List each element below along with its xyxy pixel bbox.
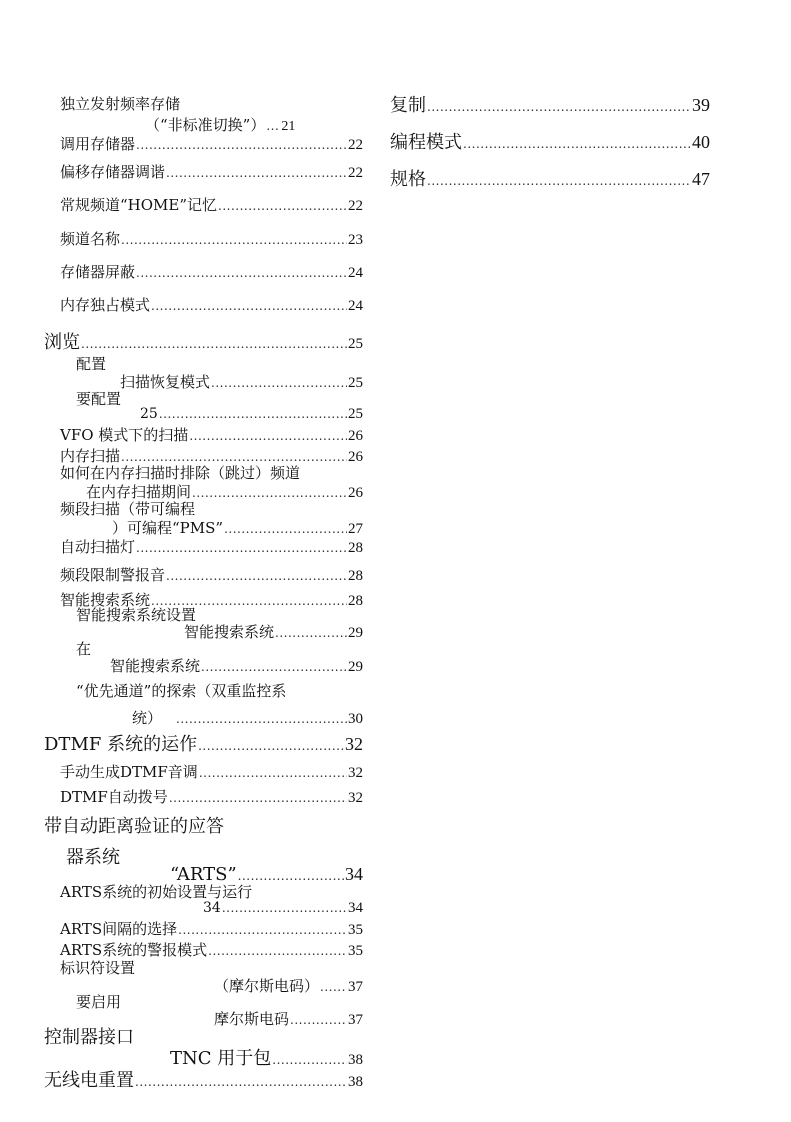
toc-page: 34 [345, 864, 363, 884]
toc-label: 无线电重置 [44, 1070, 134, 1091]
toc-page: 40 [692, 132, 710, 152]
leader-dots [166, 167, 347, 179]
toc-line: 如何在内存扫描时排除（跳过）频道 [60, 464, 301, 482]
toc-label: ARTS系统的警报模式 [60, 941, 208, 959]
leader-dots [189, 430, 347, 442]
toc-page: 37 [348, 979, 363, 995]
toc-label: ）可编程“PMS” [112, 519, 224, 537]
leader-dots [275, 627, 347, 639]
toc-entry-split-frequency-memory: 独立发射频率存储 [60, 95, 181, 113]
toc-label: 统） [132, 709, 163, 727]
toc-entry-arts-setup[interactable] [203, 900, 363, 917]
toc-line: 在 [76, 640, 92, 658]
leader-dots [218, 200, 347, 212]
leader-dots [136, 267, 347, 279]
toc-entry-scan-resume-mode[interactable] [120, 371, 363, 392]
toc-label: （摩尔斯电码） [214, 977, 320, 995]
toc-section-dtmf[interactable] [44, 730, 363, 756]
toc-label: 自动扫描灯 [60, 538, 136, 556]
leader-dots [199, 767, 347, 779]
toc-section-scanning[interactable] [44, 328, 363, 354]
toc-label: DTMF自动拨号 [60, 788, 168, 806]
toc-label: 浏览 [44, 332, 80, 353]
toc-page: 32 [345, 734, 363, 754]
toc-line: 智能搜索系统设置 [76, 606, 197, 624]
leader-dots [176, 713, 347, 725]
leader-dots [463, 138, 691, 150]
toc-line: 器系统 [66, 847, 120, 868]
toc-entry-manual-dtmf[interactable] [60, 761, 363, 782]
leader-dots [224, 523, 347, 535]
leader-dots [169, 792, 347, 804]
leader-dots [151, 300, 347, 312]
toc-label: 调用存储器 [60, 135, 136, 153]
leader-dots [81, 338, 347, 350]
toc-label: 智能搜索系统 [184, 623, 275, 641]
toc-label: 手动生成DTMF音调 [60, 763, 198, 781]
toc-section-specifications[interactable] [390, 165, 710, 191]
leader-dots [272, 1054, 347, 1066]
toc-label: 内存独占模式 [60, 296, 151, 314]
toc-line: 频段扫描（带可编程 [60, 500, 196, 518]
toc-label: 智能搜索系统 [60, 591, 151, 609]
toc-label: TNC 用于包 [170, 1048, 272, 1069]
toc-page: 26 [348, 428, 363, 444]
toc-page: 22 [348, 137, 363, 153]
toc-page: 38 [348, 1074, 363, 1090]
toc-label: 偏移存储器调谐 [60, 163, 166, 181]
toc-label: 存储器屏蔽 [60, 263, 136, 281]
toc-label: ARTS间隔的选择 [60, 920, 178, 938]
toc-entry-priority-channel[interactable] [132, 707, 363, 728]
toc-line: 要启用 [76, 993, 122, 1011]
toc-entry-smart-search-in[interactable] [110, 655, 363, 676]
leader-dots [320, 981, 347, 993]
toc-entry-odd-split[interactable] [145, 114, 305, 135]
toc-label: DTMF 系统的运作 [44, 734, 198, 755]
leader-dots [201, 661, 347, 673]
toc-entry-vfo-scan[interactable] [60, 424, 363, 445]
leader-dots [266, 120, 280, 132]
toc-label: 复制 [390, 95, 426, 116]
toc-page: 23 [348, 232, 363, 248]
toc-entry-channel-name[interactable] [60, 228, 363, 249]
toc-page: 25 [348, 406, 363, 422]
leader-dots [198, 740, 344, 752]
toc-label: 常规频道“HOME”记忆 [60, 196, 218, 214]
toc-label: 内存扫描 [60, 447, 121, 465]
toc-page: 29 [348, 625, 363, 641]
toc-label: 智能搜索系统 [110, 657, 201, 675]
toc-label: 频道名称 [60, 230, 121, 248]
leader-dots [121, 234, 347, 246]
toc-entry-dtmf-autodialer[interactable] [60, 786, 363, 807]
toc-entry-pms[interactable] [112, 517, 363, 538]
toc-page: 32 [348, 790, 363, 806]
toc-page: 38 [348, 1052, 363, 1068]
toc-page: 26 [348, 485, 363, 501]
toc-label: “ARTS” [170, 864, 237, 885]
toc-entry-cw-enable[interactable] [214, 1008, 363, 1029]
toc-entry-scan-lamp[interactable] [60, 536, 363, 557]
toc-page: 26 [348, 449, 363, 465]
toc-line: “优先通道”的探索（双重监控系 [76, 682, 287, 700]
toc-page: 28 [348, 540, 363, 556]
toc-label: 扫描恢复模式 [120, 373, 211, 391]
leader-dots [238, 870, 344, 882]
leader-dots [159, 408, 347, 420]
toc-entry-memory-masking[interactable] [60, 261, 363, 282]
toc-page: 24 [348, 265, 363, 281]
leader-dots [166, 570, 347, 582]
toc-entry-band-edge-beeper[interactable] [60, 564, 363, 585]
toc-page: 30 [348, 711, 363, 727]
toc-entry-smart-search-setup[interactable] [184, 621, 363, 642]
leader-dots [136, 139, 347, 151]
leader-dots [290, 1014, 347, 1026]
toc-page: 21 [281, 119, 296, 134]
toc-page: 47 [692, 169, 710, 189]
toc-entry-memory-offset-tuning[interactable] [60, 161, 363, 182]
leader-dots [208, 945, 347, 957]
toc-line: ARTS系统的初始设置与运行 [60, 883, 253, 901]
toc-line: 要配置 [76, 390, 122, 408]
toc-page: 28 [348, 593, 363, 609]
toc-page: 25 [348, 336, 363, 352]
leader-dots [178, 924, 347, 936]
leader-dots [136, 542, 347, 554]
leader-dots [192, 487, 347, 499]
leader-dots [427, 101, 691, 113]
toc-entry-cw-id[interactable] [214, 975, 363, 996]
toc-entry-arts-interval[interactable] [60, 918, 363, 939]
toc-page: 22 [348, 198, 363, 214]
toc-line: 标识符设置 [60, 959, 136, 977]
toc-page: 24 [348, 298, 363, 314]
leader-dots [222, 902, 347, 914]
toc-section-cloning[interactable] [390, 91, 710, 117]
toc-label: 规格 [390, 169, 426, 190]
toc-line: 配置 [76, 355, 107, 373]
toc-page: 29 [348, 659, 363, 675]
toc-section-arts-heading: 带自动距离验证的应答 [44, 816, 224, 837]
toc-page: 28 [348, 568, 363, 584]
toc-page: 35 [348, 943, 363, 959]
toc-label: 摩尔斯电码 [214, 1010, 290, 1028]
toc-page: 34 [348, 900, 363, 916]
toc-label: （“非标准切换”） [145, 116, 266, 134]
toc-label: 25 [140, 406, 158, 422]
toc-entry-config-25[interactable] [140, 406, 363, 423]
toc-section-menu-mode[interactable] [390, 128, 710, 154]
toc-page: 27 [348, 521, 363, 537]
toc-page: 25 [348, 375, 363, 391]
toc-entry-memory-only-mode[interactable] [60, 294, 363, 315]
leader-dots [427, 175, 691, 187]
leader-dots [211, 377, 347, 389]
toc-entry-recall-memory[interactable] [60, 133, 363, 154]
toc-label: 34 [203, 900, 221, 916]
toc-section-controller-interface: 控制器接口 [44, 1027, 134, 1048]
toc-page: 32 [348, 765, 363, 781]
toc-entry-home-channel[interactable] [60, 194, 363, 215]
toc-page: 39 [692, 95, 710, 115]
toc-page: 37 [348, 1012, 363, 1028]
toc-label: 频段限制警报音 [60, 566, 166, 584]
toc-section-reset[interactable] [44, 1066, 363, 1092]
toc-label: 编程模式 [390, 132, 462, 153]
toc-label: VFO 模式下的扫描 [60, 426, 189, 444]
toc-label: 在内存扫描期间 [86, 483, 192, 501]
toc-page: 35 [348, 922, 363, 938]
toc-page: 22 [348, 165, 363, 181]
leader-dots [135, 1076, 347, 1088]
